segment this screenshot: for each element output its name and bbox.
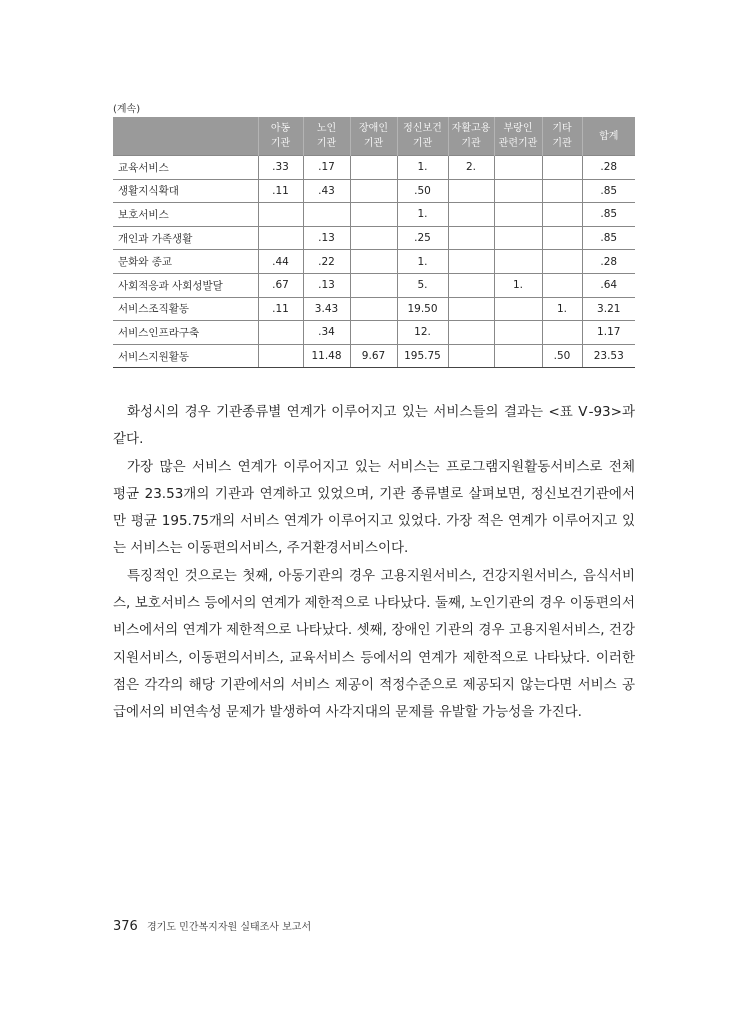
table-cell: .33 [258,156,303,180]
row-label: 보호서비스 [113,203,258,227]
column-header-line1: 장애인 [359,123,388,134]
table-cell [448,179,494,203]
table-cell [258,226,303,250]
table-cell: 3.43 [303,297,350,321]
table-cell: 23.53 [582,344,635,368]
column-header [350,117,397,156]
row-label: 사회적응과 사회성발달 [113,273,258,297]
column-header-line1: 기타 [552,123,572,134]
table-row [113,297,635,321]
row-label: 교육서비스 [113,156,258,180]
page-number: 376 [113,919,138,934]
table-row [113,226,635,250]
table-cell [542,203,582,227]
table-cell [350,179,397,203]
table-cell: 1. [397,250,448,274]
table-cell: 1. [397,203,448,227]
table-cell [494,226,542,250]
table-cell [350,250,397,274]
table-cell: 1. [542,297,582,321]
column-header [582,117,635,156]
table-cell: 1.17 [582,321,635,345]
column-header-line1: 아동 [270,123,291,134]
table-cell [494,156,542,180]
table-header-row [113,117,635,156]
row-label: 서비스인프라구축 [113,321,258,345]
table-cell: .50 [542,344,582,368]
paragraph: 화성시의 경우 기관종류별 연계가 이루어지고 있는 서비스들의 결과는 <표 Ⅴ-93>과 같다. [113,404,635,448]
row-label: 서비스조직활동 [113,297,258,321]
column-header [258,117,303,156]
table-cell: 12. [397,321,448,345]
column-header [397,117,448,156]
table-cell [350,203,397,227]
column-header-line1: 정신보건 [403,123,442,134]
table-cell: .85 [582,203,635,227]
table-cell: .13 [303,226,350,250]
row-label: 개인과 가족생활 [113,226,258,250]
table-cell [448,203,494,227]
page-footer [113,918,311,934]
table-cell: .11 [258,179,303,203]
table-cell: 1. [397,156,448,180]
table-cell: 9.67 [350,344,397,368]
table-cell: 19.50 [397,297,448,321]
table-row [113,203,635,227]
table-cell [494,297,542,321]
table-cell [494,250,542,274]
table-cell [350,321,397,345]
column-header [113,117,258,156]
table-row [113,344,635,368]
table-cell: .25 [397,226,448,250]
table-cell: 195.75 [397,344,448,368]
row-label: 서비스지원활동 [113,344,258,368]
column-header-line2: 기관 [363,138,384,149]
column-header [303,117,350,156]
table-cell: 3.21 [582,297,635,321]
table-cell [542,156,582,180]
table-cell [448,226,494,250]
table-cell [448,273,494,297]
table-cell [258,321,303,345]
column-header-line2: 기관 [461,138,481,149]
column-header-line2: 기관 [316,138,337,149]
table-cell: .22 [303,250,350,274]
table-cell: .34 [303,321,350,345]
table-cell: 2. [448,156,494,180]
paragraph: 가장 많은 서비스 연계가 이루어지고 있는 서비스는 프로그램지원활동서비스로 전체 평균 23.53개의 기관과 연계하고 있었으며, 기관 종류별로 살펴보면, 정신보건기관에서만 평균 195.75개의 서비스 연계가 이루어지고 있었다. 가장 적은 연계가 이루어지고 있는 서비스는 이동편의서비스, 주거환경서비스이다. [113,458,635,557]
table-cell [542,250,582,274]
table-cell [542,226,582,250]
column-header-line1: 노인 [316,123,337,134]
column-header-line2: 기관 [270,138,291,149]
table-cell [494,321,542,345]
row-label: 문화와 종교 [113,250,258,274]
table-cell [494,344,542,368]
column-header-line2: 관련기관 [498,138,538,149]
table-body [113,156,635,368]
table-row [113,156,635,180]
table-cell: .85 [582,179,635,203]
column-header-line1: 합계 [599,130,619,142]
table-cell [448,250,494,274]
table-row [113,321,635,345]
table-cell: .67 [258,273,303,297]
table-cell [494,179,542,203]
table-cell [494,203,542,227]
table-cell [542,273,582,297]
column-header-line1: 부랑인 [503,123,533,134]
table-row [113,250,635,274]
table-row [113,179,635,203]
table-cell [542,179,582,203]
table-cell: 5. [397,273,448,297]
column-header [542,117,582,156]
table-cell [350,273,397,297]
continued-label: (계속) [113,104,141,115]
table-cell: .28 [582,156,635,180]
column-header [448,117,494,156]
table-cell [258,203,303,227]
table-cell: .17 [303,156,350,180]
table-cell [303,203,350,227]
table-cell: 1. [494,273,542,297]
table-cell [350,226,397,250]
table-cell: .13 [303,273,350,297]
body-text [113,399,635,727]
table-cell [448,297,494,321]
table-cell [258,344,303,368]
table-cell [350,297,397,321]
table-cell: .11 [258,297,303,321]
column-header-line1: 자활고용 [451,123,491,134]
table-cell: .28 [582,250,635,274]
table-cell: 11.48 [303,344,350,368]
table-cell: .43 [303,179,350,203]
table-cell: .64 [582,273,635,297]
table-cell: .44 [258,250,303,274]
row-label: 생활지식확대 [113,179,258,203]
data-table [113,117,635,368]
table-row [113,273,635,297]
column-header [494,117,542,156]
report-title: 경기도 민간복지자원 실태조사 보고서 [147,922,312,933]
column-header-line2: 기관 [552,138,572,149]
table-cell [542,321,582,345]
table-cell [448,344,494,368]
table-cell [448,321,494,345]
column-header-line2: 기관 [412,138,433,149]
table-cell [350,156,397,180]
table-cell: .85 [582,226,635,250]
table-cell: .50 [397,179,448,203]
paragraph: 특징적인 것으로는 첫째, 아동기관의 경우 고용지원서비스, 건강지원서비스, 음식서비스, 보호서비스 등에서의 연계가 제한적으로 나타났다. 둘째, 노인기관의 경우 이동편의서비스에서의 연계가 제한적으로 나타났다. 셋째, 장애인 기관의 경우 고용지원서비스, 건강지원서비스, 이동편의서비스, 교육서비스 등에서의 연계가 제한적으로 나타났다. 이러한 점은 각각의 해당 기관에서의 서비스 제공이 적정수준으로 제공되지 않는다면 서비스 공급에서의 비연속성 문제가 발생하여 사각지대의 문제를 유발할 가능성을 가진다. [113,567,635,721]
